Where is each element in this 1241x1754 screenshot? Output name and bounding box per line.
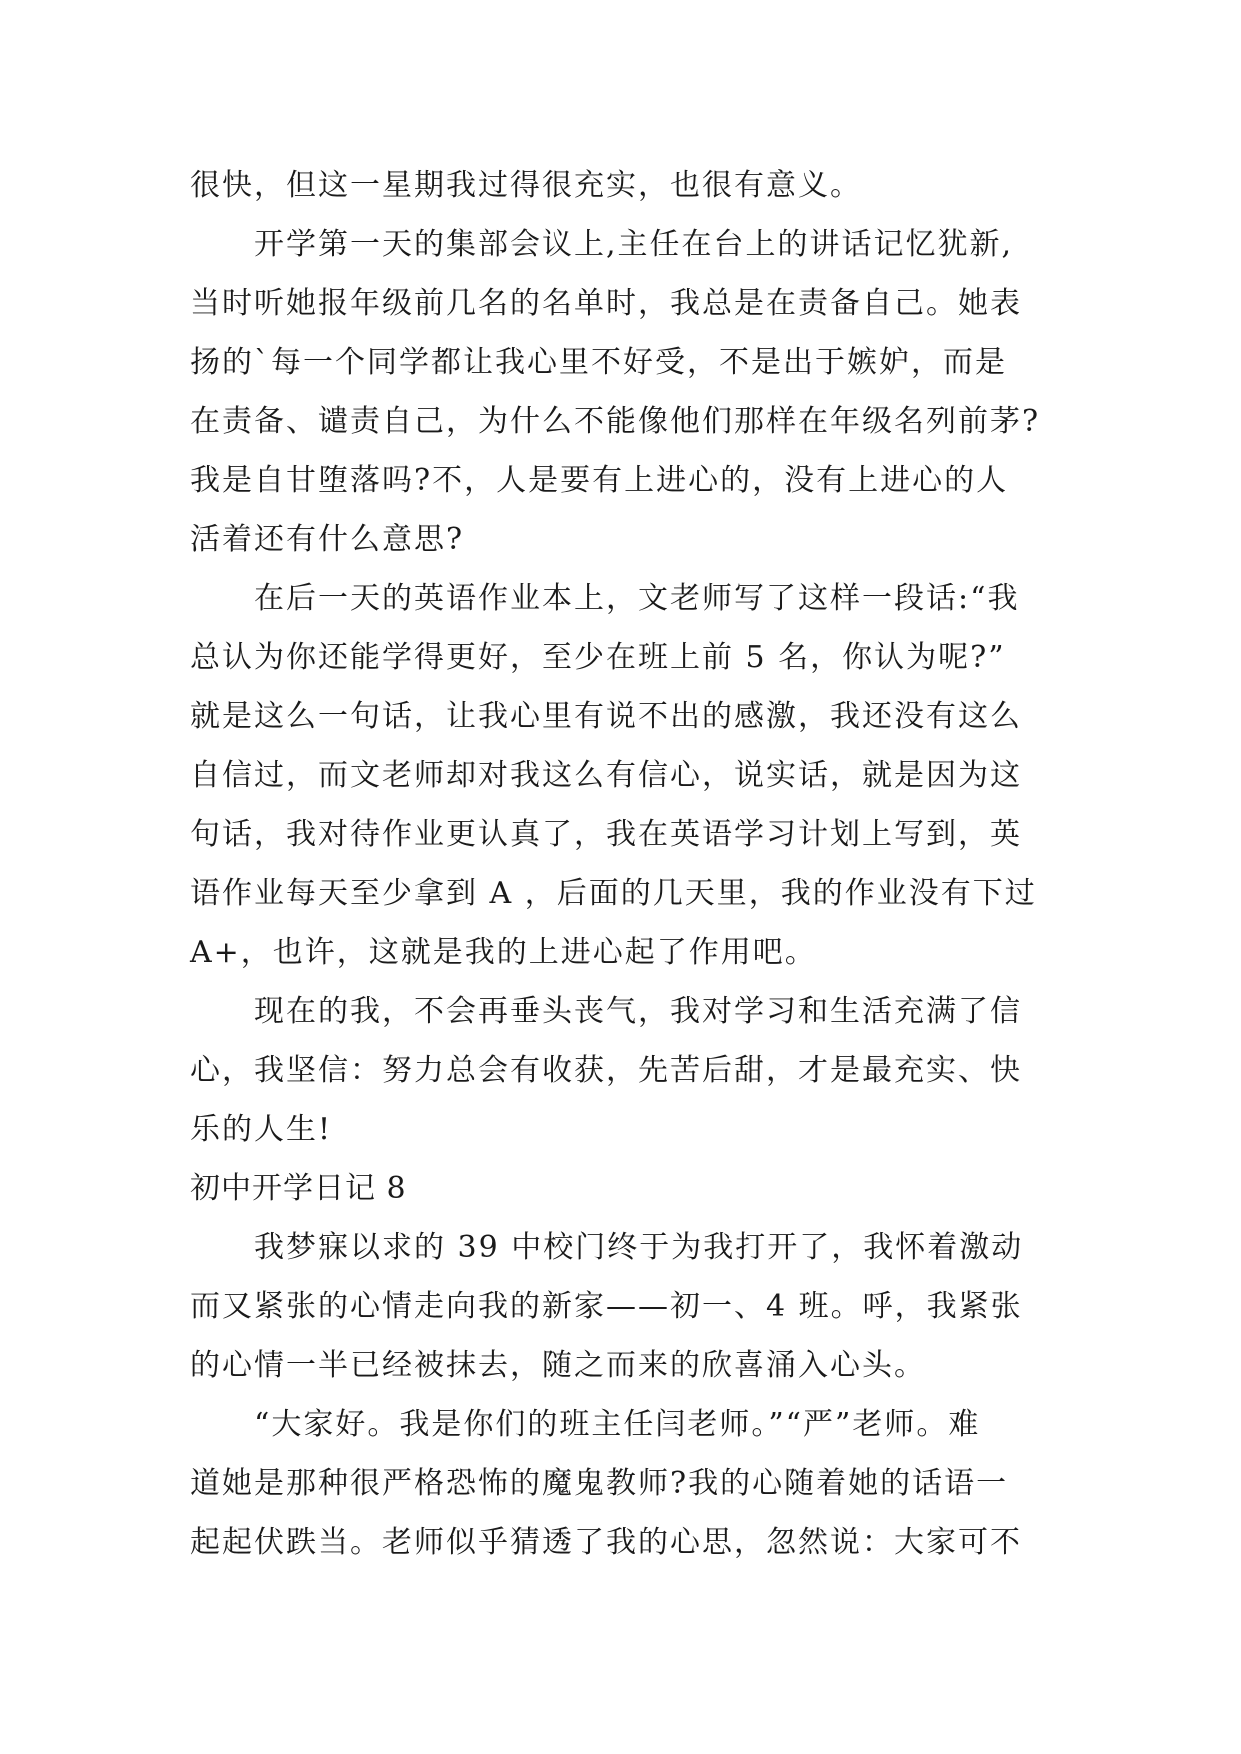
text-line: 自信过，而文老师却对我这么有信心，说实话，就是因为这: [190, 758, 1022, 793]
text-line: 在责备、谴责自己，为什么不能像他们那样在年级名列前茅?: [190, 404, 1041, 439]
text-line: 的心情一半已经被抹去，随之而来的欣喜涌入心头。: [190, 1348, 926, 1383]
paragraph-start-line: 我梦寐以求的 39 中校门终于为我打开了，我怀着激动: [254, 1230, 1024, 1265]
text-line: 而又紧张的心情走向我的新家——初一、4 班。呼，我紧张: [190, 1289, 1023, 1324]
text-line: 我是自甘堕落吗?不，人是要有上进心的，没有上进心的人: [190, 463, 1009, 498]
text-line: 心，我坚信：努力总会有收获，先苦后甜，才是最充实、快: [190, 1053, 1022, 1088]
text-line: 总认为你还能学得更好，至少在班上前 5 名，你认为呢?”: [190, 640, 1006, 675]
text-line: 当时听她报年级前几名的名单时，我总是在责备自己。她表: [190, 286, 1022, 321]
paragraph-start-line: 现在的我，不会再垂头丧气，我对学习和生活充满了信: [254, 994, 1022, 1029]
text-line: 乐的人生!: [190, 1112, 333, 1147]
section-heading: 初中开学日记 8: [190, 1171, 407, 1206]
text-line: 道她是那种很严格恐怖的魔鬼教师?我的心随着她的话语一: [190, 1466, 1009, 1501]
text-line: A+，也许，这就是我的上进心起了作用吧。: [190, 935, 817, 970]
text-line: 活着还有什么意思?: [190, 522, 465, 557]
paragraph-start-line: “大家好。我是你们的班主任闫老师。”“严”老师。难: [254, 1407, 981, 1442]
paragraph-start-line: 在后一天的英语作业本上，文老师写了这样一段话:“我: [254, 581, 1020, 616]
paragraph-start-line: 开学第一天的集部会议上,主任在台上的讲话记忆犹新,: [254, 227, 1014, 262]
text-line: 很快，但这一星期我过得很充实，也很有意义。: [190, 168, 862, 203]
text-line: 句话，我对待作业更认真了，我在英语学习计划上写到，英: [190, 817, 1022, 852]
document-page: [190, 156, 1060, 1572]
text-line: 就是这么一句话，让我心里有说不出的感激，我还没有这么: [190, 699, 1022, 734]
text-line: 起起伏跌当。老师似乎猜透了我的心思，忽然说：大家可不: [190, 1525, 1022, 1560]
text-line: 扬的`每一个同学都让我心里不好受，不是出于嫉妒，而是: [190, 345, 1007, 380]
text-line: 语作业每天至少拿到 A ，后面的几天里，我的作业没有下过: [190, 876, 1037, 911]
